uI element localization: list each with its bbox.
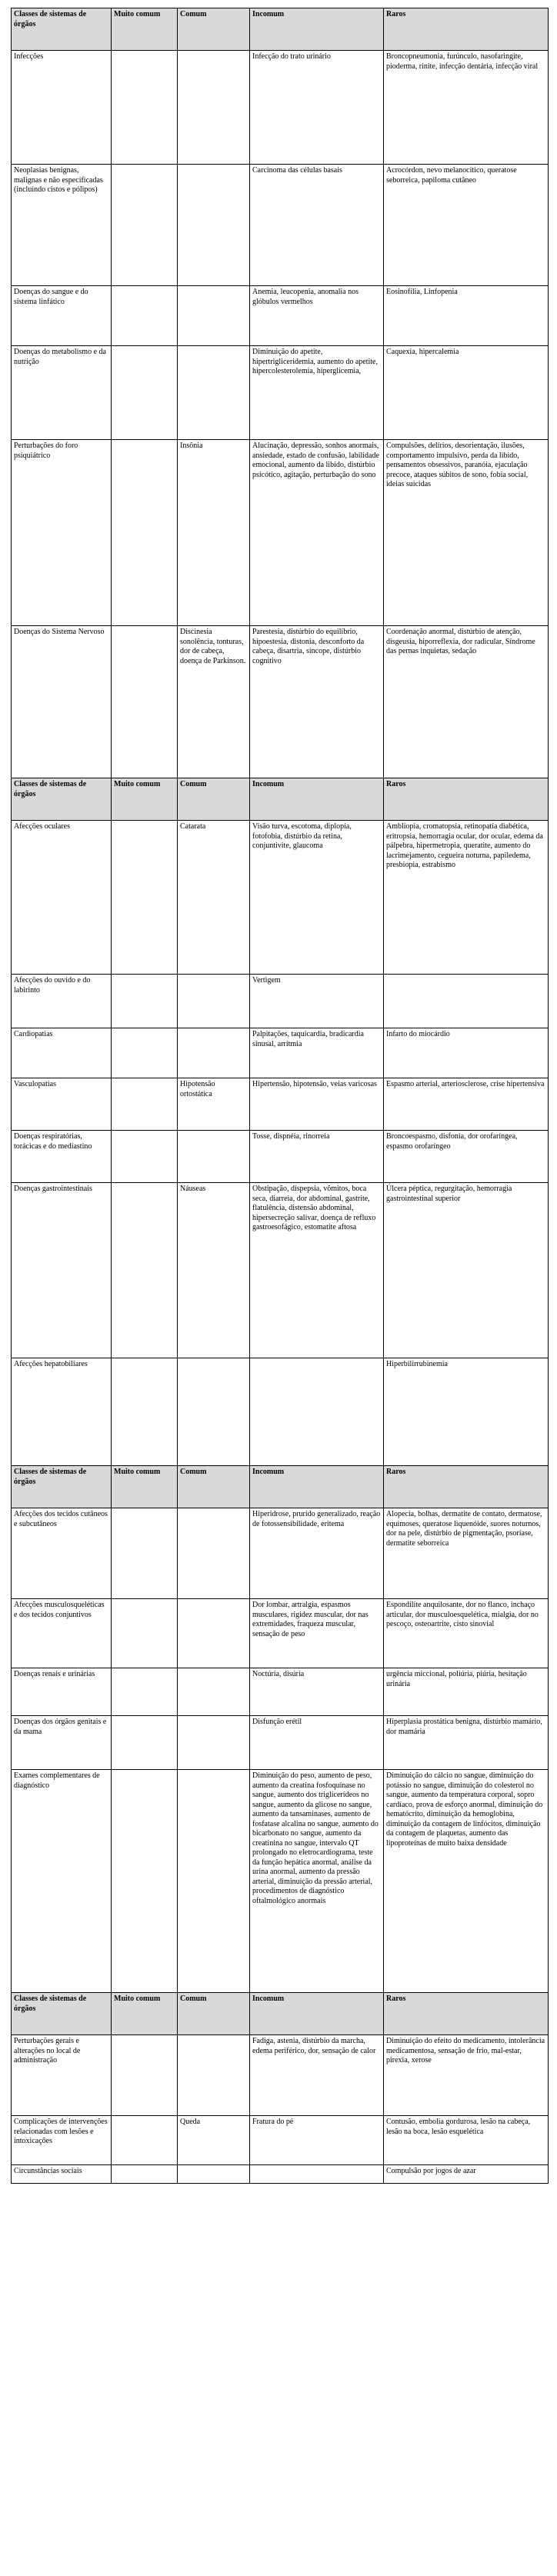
header-organ-class: Classes de sistemas de órgãos xyxy=(12,8,112,51)
table-header-row xyxy=(12,1993,549,2035)
common-cell xyxy=(178,1599,250,1668)
table-row xyxy=(12,2035,549,2116)
very-common-cell xyxy=(112,2035,178,2116)
uncommon-cell: Fadiga, astenia, distúrbio da marcha, edema periférico, dor, sensação de calor xyxy=(250,2035,384,2116)
uncommon-cell: Palpitações, taquicardia, bradicardia sinusal, arritmia xyxy=(250,1028,384,1078)
rare-cell: Coordenação anormal, distúrbio de atenção, disgeusia, hiporreflexia, dor radicular, Síndrome das pernas inquietas, sedação xyxy=(384,626,549,778)
common-cell xyxy=(178,1716,250,1770)
header-very-common: Muito comum xyxy=(112,1466,178,1508)
uncommon-cell: Anemia, leucopenia, anomalia nos glóbulos vermelhos xyxy=(250,286,384,346)
very-common-cell xyxy=(112,1668,178,1716)
organ-class-cell: Doenças do sangue e do sistema linfático xyxy=(12,286,112,346)
organ-class-cell: Neoplasias benignas, malignas e não especificadas (incluindo cistos e pólipos) xyxy=(12,165,112,286)
rare-cell: Contusão, embolia gordurosa, lesão na cabeça, lesão na boca, lesão esquelética xyxy=(384,2116,549,2165)
common-cell xyxy=(178,165,250,286)
uncommon-cell: Vertigem xyxy=(250,975,384,1028)
common-cell: Discinesia sonolência, tonturas, dor de cabeça, doença de Parkinson. xyxy=(178,626,250,778)
uncommon-cell: Visão turva, escotoma, diplopia, fotofobia, distúrbio da retina, conjuntivite, glaucoma xyxy=(250,821,384,975)
rare-cell: urgência miccional, poliúria, piúria, hesitação urinária xyxy=(384,1668,549,1716)
very-common-cell xyxy=(112,1508,178,1599)
very-common-cell xyxy=(112,1716,178,1770)
table-row xyxy=(12,975,549,1028)
table-row xyxy=(12,440,549,626)
header-very-common: Muito comum xyxy=(112,778,178,821)
table-row xyxy=(12,1028,549,1078)
common-cell xyxy=(178,51,250,165)
very-common-cell xyxy=(112,2116,178,2165)
organ-class-cell: Complicações de intervenções relacionadas com lesões e intoxicações xyxy=(12,2116,112,2165)
uncommon-cell: Disfunção erétil xyxy=(250,1716,384,1770)
uncommon-cell: Obstipação, dispepsia, vômitos, boca seca, diarreia, dor abdominal, gastrite, flatulência, distensão abdominal, hipersecreção salivar, doença de refluxo gastroesofágico, estomatite aftosa xyxy=(250,1183,384,1358)
organ-class-cell: Afecções do ouvido e do labirinto xyxy=(12,975,112,1028)
very-common-cell xyxy=(112,1131,178,1183)
very-common-cell xyxy=(112,1028,178,1078)
uncommon-cell: Hiperidrose, prurido generalizado, reação de fotossensibilidade, eritema xyxy=(250,1508,384,1599)
organ-class-cell: Afecções hepatobiliares xyxy=(12,1358,112,1466)
very-common-cell xyxy=(112,2165,178,2184)
organ-class-cell: Afecções musculosqueléticas e dos tecidos conjuntivos xyxy=(12,1599,112,1668)
table-header-row xyxy=(12,778,549,821)
header-rare: Raros xyxy=(384,1993,549,2035)
organ-class-cell: Perturbações do foro psiquiátrico xyxy=(12,440,112,626)
table-row xyxy=(12,286,549,346)
organ-class-cell: Doenças gastrointestinais xyxy=(12,1183,112,1358)
common-cell xyxy=(178,2035,250,2116)
table-row xyxy=(12,51,549,165)
uncommon-cell: Fratura do pé xyxy=(250,2116,384,2165)
very-common-cell xyxy=(112,51,178,165)
uncommon-cell: Infecção do trato urinário xyxy=(250,51,384,165)
header-uncommon: Incomum xyxy=(250,8,384,51)
organ-class-cell: Doenças dos órgãos genitais e da mama xyxy=(12,1716,112,1770)
rare-cell: Alopecia, bolhas, dermatite de contato, dermatose, equimoses, queratose liquenóide, suores noturnos, dor na pele, distúrbio de pigmentação, psoríase, dermatite seborreica xyxy=(384,1508,549,1599)
uncommon-cell: Hipertensão, hipotensão, veias varicosas xyxy=(250,1078,384,1131)
rare-cell: Compulsões, delírios, desorientação, ilusões, comportamento impulsivo, perda da libido, pensamentos obsessivos, paranóia, ejaculação precoce, ataques súbitos de sono, fobia social, ideias suicidas xyxy=(384,440,549,626)
table-row xyxy=(12,1131,549,1183)
header-very-common: Muito comum xyxy=(112,8,178,51)
header-very-common: Muito comum xyxy=(112,1993,178,2035)
header-organ-class: Classes de sistemas de órgãos xyxy=(12,778,112,821)
rare-cell: Hiperplasia prostática benigna, distúrbio mamário, dor mamária xyxy=(384,1716,549,1770)
organ-class-cell: Infecções xyxy=(12,51,112,165)
uncommon-cell: Carcinoma das células basais xyxy=(250,165,384,286)
very-common-cell xyxy=(112,975,178,1028)
uncommon-cell: Diminuição do apetite, hipertrigliceridemia, aumento do apetite, hipercolesterolemia, hiperglicemia, xyxy=(250,346,384,440)
common-cell: Hipotensão ortostática xyxy=(178,1078,250,1131)
table-row xyxy=(12,626,549,778)
rare-cell: Hiperbilirrubinemia xyxy=(384,1358,549,1466)
common-cell: Catarata xyxy=(178,821,250,975)
organ-class-cell: Doenças do Sistema Nervoso xyxy=(12,626,112,778)
table-row xyxy=(12,1508,549,1599)
table-row xyxy=(12,346,549,440)
uncommon-cell: Diminuição do peso, aumento de peso, aumento da creatina fosfoquinase no sangue, aumento dos triglicerídeos no sangue, aumento da glicose no sangue, aumento da tansaminases, aumento de fosfatase alcalina no sangue, aumento do bicarbonato no sangue, aumento da creatinina no sangue, intervalo QT prolongado no eletrocardiograma, teste da função hepática anormal, análise da urina anormal, aumento da pressão arterial, diminuição da pressão arterial, procedimentos de diagnóstico oftalmológico anormais xyxy=(250,1770,384,1993)
rare-cell: Caquexia, hipercalemia xyxy=(384,346,549,440)
organ-class-cell: Afecções oculares xyxy=(12,821,112,975)
table-row xyxy=(12,2165,549,2184)
organ-class-cell: Cardiopatias xyxy=(12,1028,112,1078)
table-header-row xyxy=(12,1466,549,1508)
header-common: Comum xyxy=(178,778,250,821)
rare-cell: Broncopneumonia, furúnculo, nasofaringite, pioderma, rinite, infecção dentária, infecção viral xyxy=(384,51,549,165)
rare-cell: Espondilite anquilosante, dor no flanco, inchaço articular, dor musculoesquelética, mialgia, dor no pescoço, osteoartrite, cisto sinovial xyxy=(384,1599,549,1668)
rare-cell: Acrocórdon, nevo melanocítico, queratose seborreica, papiloma cutâneo xyxy=(384,165,549,286)
table-row xyxy=(12,1358,549,1466)
uncommon-cell: Alucinação, depressão, sonhos anormais, ansiedade, estado de confusão, labilidade emocional, aumento da libido, distúrbio psicótico, agitação, perturbação do sono xyxy=(250,440,384,626)
table-header-row xyxy=(12,8,549,51)
table-body xyxy=(12,8,549,2184)
uncommon-cell: Parestesia, distúrbio do equilíbrio, hipoestesia, distonia, desconforto da cabeça, disartria, síncope, distúrbio cognitivo xyxy=(250,626,384,778)
header-common: Comum xyxy=(178,1466,250,1508)
uncommon-cell: Dor lombar, artralgia, espasmos musculares, rigidez muscular, dor nas extremidades, fraqueza muscular, sensação de peso xyxy=(250,1599,384,1668)
very-common-cell xyxy=(112,286,178,346)
organ-class-cell: Doenças do metabolismo e da nutrição xyxy=(12,346,112,440)
header-rare: Raros xyxy=(384,778,549,821)
header-organ-class: Classes de sistemas de órgãos xyxy=(12,1466,112,1508)
rare-cell: Diminuição do cálcio no sangue, diminuição do potássio no sangue, diminuição do colesterol no sangue, aumento da temperatura corporal, sopro cardíaco, prova de esforço anormal, diminuição do hematócrito, diminuição da hemoglobina, diminuição da contagem de linfócitos, diminuição da contagem de plaquetas, aumento das lipoproteínas de muito baixa densidade xyxy=(384,1770,549,1993)
common-cell xyxy=(178,975,250,1028)
very-common-cell xyxy=(112,1358,178,1466)
table-row xyxy=(12,1716,549,1770)
very-common-cell xyxy=(112,1770,178,1993)
organ-class-cell: Vasculopatias xyxy=(12,1078,112,1131)
rare-cell: Broncoespasmo, disfonia, dor orofaríngea, espasmo orofaríngeo xyxy=(384,1131,549,1183)
very-common-cell xyxy=(112,440,178,626)
common-cell xyxy=(178,346,250,440)
uncommon-cell xyxy=(250,2165,384,2184)
common-cell: Insônia xyxy=(178,440,250,626)
very-common-cell xyxy=(112,626,178,778)
common-cell xyxy=(178,2165,250,2184)
adverse-reactions-table xyxy=(11,8,549,2184)
common-cell xyxy=(178,1508,250,1599)
common-cell: Queda xyxy=(178,2116,250,2165)
uncommon-cell xyxy=(250,1358,384,1466)
organ-class-cell: Afecções dos tecidos cutâneos e subcutâneos xyxy=(12,1508,112,1599)
table-row xyxy=(12,165,549,286)
common-cell xyxy=(178,1770,250,1993)
common-cell: Náuseas xyxy=(178,1183,250,1358)
rare-cell: Infarto do miocárdio xyxy=(384,1028,549,1078)
rare-cell xyxy=(384,975,549,1028)
table-row xyxy=(12,1599,549,1668)
very-common-cell xyxy=(112,1078,178,1131)
rare-cell: Compulsão por jogos de azar xyxy=(384,2165,549,2184)
common-cell xyxy=(178,1028,250,1078)
common-cell xyxy=(178,1358,250,1466)
uncommon-cell: Tosse, dispnéia, rinorreia xyxy=(250,1131,384,1183)
organ-class-cell: Circunstâncias sociais xyxy=(12,2165,112,2184)
header-rare: Raros xyxy=(384,8,549,51)
very-common-cell xyxy=(112,165,178,286)
very-common-cell xyxy=(112,346,178,440)
common-cell xyxy=(178,286,250,346)
common-cell xyxy=(178,1131,250,1183)
organ-class-cell: Exames complementares de diagnóstico xyxy=(12,1770,112,1993)
organ-class-cell: Doenças renais e urinárias xyxy=(12,1668,112,1716)
header-uncommon: Incomum xyxy=(250,778,384,821)
header-common: Comum xyxy=(178,8,250,51)
header-uncommon: Incomum xyxy=(250,1466,384,1508)
very-common-cell xyxy=(112,821,178,975)
table-row xyxy=(12,821,549,975)
uncommon-cell: Noctúria, disúria xyxy=(250,1668,384,1716)
header-uncommon: Incomum xyxy=(250,1993,384,2035)
table-row xyxy=(12,1770,549,1993)
header-common: Comum xyxy=(178,1993,250,2035)
header-rare: Raros xyxy=(384,1466,549,1508)
very-common-cell xyxy=(112,1183,178,1358)
common-cell xyxy=(178,1668,250,1716)
very-common-cell xyxy=(112,1599,178,1668)
rare-cell: Espasmo arterial, arteriosclerose, crise hipertensiva xyxy=(384,1078,549,1131)
table-row xyxy=(12,1183,549,1358)
rare-cell: Diminuição do efeito do medicamento, intolerância medicamentosa, sensação de frio, mal-estar, pirexia, xerose xyxy=(384,2035,549,2116)
rare-cell: Eosinofilia, Linfopenia xyxy=(384,286,549,346)
organ-class-cell: Doenças respiratórias, torácicas e do mediastino xyxy=(12,1131,112,1183)
table-row xyxy=(12,2116,549,2165)
rare-cell: Ambliopia, cromatopsia, retinopatia diabética, eritropsia, hemorragia ocular, dor ocular, edema da pálpebra, hipermetropia, queratite, aumento do lacrimejamento, cegueira noturna, papiledema, presbiopia, estrabismo xyxy=(384,821,549,975)
organ-class-cell: Perturbações gerais e alterações no local de administração xyxy=(12,2035,112,2116)
rare-cell: Úlcera péptica, regurgitação, hemorragia gastrointestinal superior xyxy=(384,1183,549,1358)
table-row xyxy=(12,1078,549,1131)
header-organ-class: Classes de sistemas de órgãos xyxy=(12,1993,112,2035)
table-row xyxy=(12,1668,549,1716)
document-page xyxy=(11,8,548,2184)
